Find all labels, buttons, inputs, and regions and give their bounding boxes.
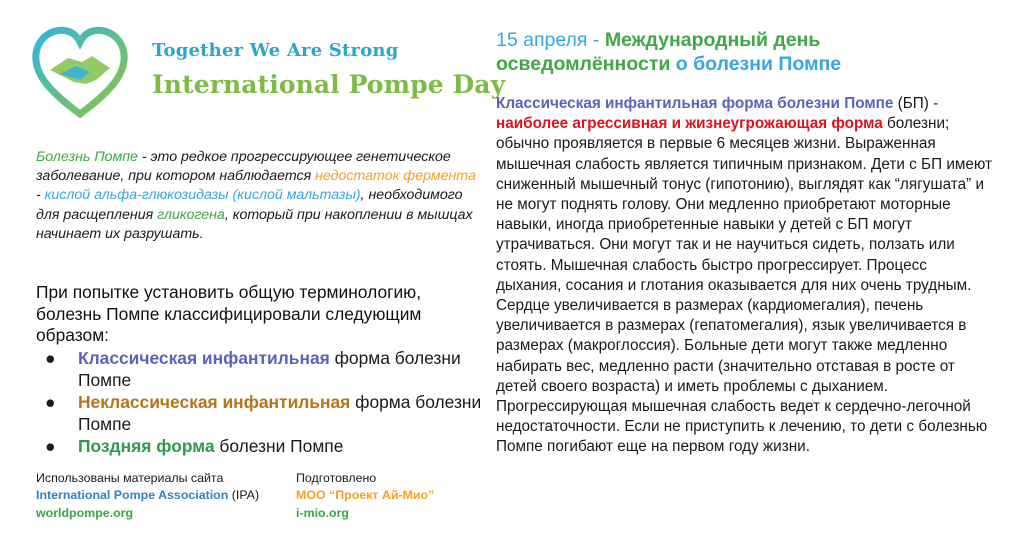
list-item: ● Поздняя форма болезни Помпе [45, 436, 344, 456]
bullet-icon: ● [45, 436, 56, 456]
worldpompe-link[interactable]: worldpompe.org [36, 505, 134, 520]
organization-name: МОО “Проект Ай-Мио” [296, 488, 435, 503]
glycogen-term: гликогена [157, 206, 225, 223]
bullet-icon: ● [45, 392, 56, 412]
deficiency-term: недостаток фермента [315, 168, 476, 185]
event-date: 15 апреля - [496, 29, 605, 51]
logo-title: International Pompe Day [152, 70, 506, 99]
article-body: Классическая инфантильная форма болезни Помпе (БП) - наиболее агрессивная и жизнеугрожающая форма болезни; обычно проявляется в первые 6 месяцев жизни. Выраженная мышечная слабость является типичным признаком. Дети с БП имеют сниженный мышечный тонус (гипотонию), выглядят как “лягушата” и не могут поднять голову. Они медленно приобретают моторные навыки, иногда приобретенные навыки у детей с БП могут утрачиваться. Они могут так и не научиться сидеть, ползать или стоять. Мышечная слабость быстро прогрессирует. Процесс дыхания, сосания и глотания оказывается для них очень трудным. Сердце увеличивается в размерах (кардиомегалия), печень увеличивается в размерах (гепатомегалия), язык увеличивается в размерах (макроглоссия). Больные дети могут также медленно набирать вес, медленно расти (значительно отставая в росте от детей своего возраста) и иметь проблемы с дыханием. Прогрессирующая мышечная слабость ведет к сердечно-легочной недостаточности. Если не приступить к лечению, то дети с болезнью Помпе погибают еще на первом году жизни. [496, 95, 993, 456]
list-item: ● Классическая инфантильная форма болезни Помпе [45, 348, 461, 390]
enzyme-term: кислой альфа-глюкозидазы (кислой мальтазы) [44, 187, 361, 204]
prepared-by-credit: Подготовлено МОО “Проект Ай-Мио” i-mio.org [296, 470, 496, 522]
page-title: 15 апреля - Международный день осведомлённости о болезни Помпе [496, 29, 842, 75]
terminology-intro: При попытке установить общую терминологию, болезнь Помпе классифицировали следующим образом: [36, 282, 422, 345]
ipa-link[interactable]: International Pompe Association [36, 488, 229, 503]
article-lead: Классическая инфантильная форма болезни Помпе [496, 95, 894, 112]
disease-name: Болезнь Помпе [36, 149, 138, 165]
list-item: ● Неклассическая инфантильная форма болезни Помпе [45, 392, 482, 434]
imio-link[interactable]: i-mio.org [296, 505, 349, 520]
pompe-day-heart-hands-logo [30, 22, 130, 122]
disease-description: Болезнь Помпе - это редкое прогрессирующее генетическое заболевание, при котором наблюдается недостаток фермента - кислой альфа-глюкозидазы (кислой мальтазы), необходимого для расщепления гликогена, который при накоплении в мышцах начинает их разрушать. [36, 149, 476, 242]
logo-tagline: Together We Are Strong [152, 40, 399, 61]
sources-credit: Использованы материалы сайта International Pompe Association (IPA) worldpompe.org [36, 470, 266, 522]
classification-list [36, 348, 486, 459]
warning-text: наиболее агрессивная и жизнеугрожающая форма [496, 115, 883, 133]
bullet-icon: ● [45, 348, 56, 368]
